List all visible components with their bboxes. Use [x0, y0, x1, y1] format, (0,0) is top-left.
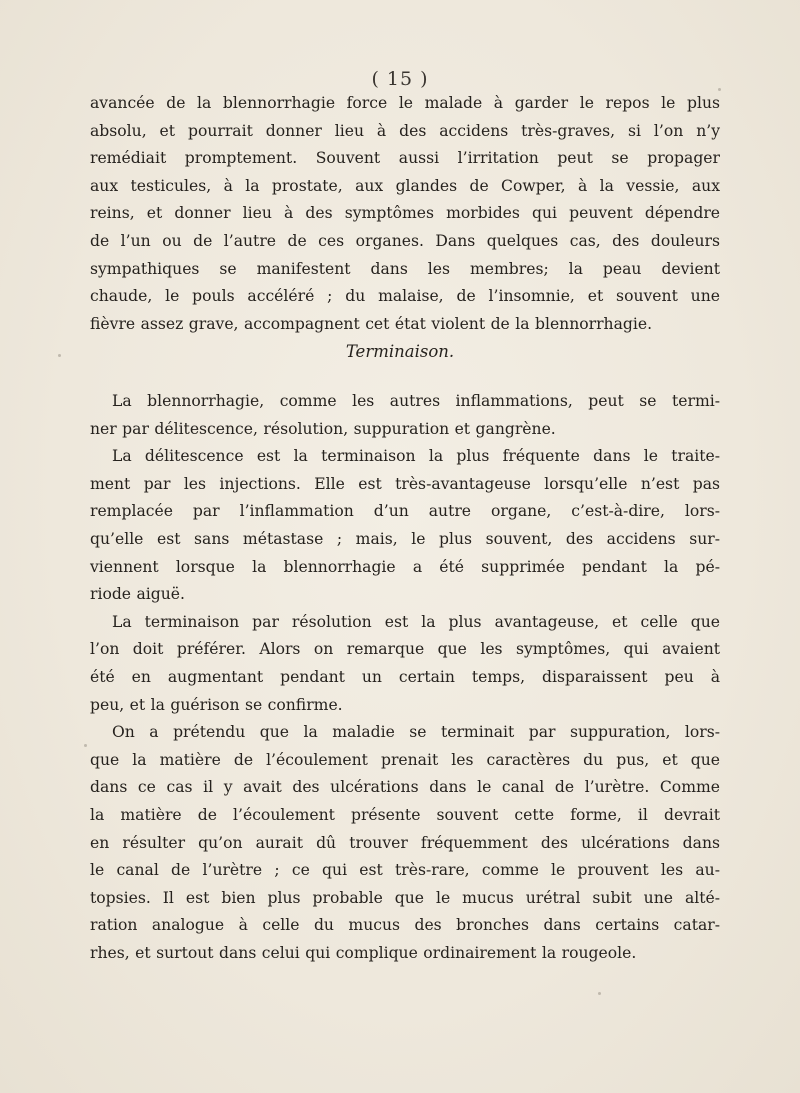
text-line: La blennorrhagie, comme les autres inflammations, peut se termi-: [112, 392, 720, 410]
text-line: de l’un ou de l’autre de ces organes. Dans quelques cas, des douleurs: [90, 231, 720, 250]
text-line: fièvre assez grave, accompagnent cet état violent de la blennorrhagie.: [90, 314, 653, 333]
text-line: chaude, le pouls accéléré ; du malaise, de l’insomnie, et souvent une: [90, 287, 720, 306]
text-line: La délitescence est la terminaison la plus fréquente dans le traite-: [112, 447, 720, 466]
paper-speck: [84, 744, 87, 747]
text-line: aux testicules, à la prostate, aux glandes de Cowper, à la vessie, aux: [90, 176, 720, 195]
section-heading: Terminaison.: [345, 342, 455, 361]
text-line: ment par les injections. Elle est très-avantageuse lorsqu’elle n’est pas: [90, 474, 720, 493]
page-number: ( 15 ): [371, 68, 429, 90]
text-line: avancée de la blennorrhagie force le malade à garder le repos le plus: [90, 94, 720, 112]
text-line: sympathiques se manifestent dans les membres; la peau devient: [90, 259, 720, 278]
text-line: remplacée par l’inflammation d’un autre organe, c’est-à-dire, lors-: [90, 502, 720, 521]
text-line: peu, et la guérison se confirme.: [90, 695, 343, 714]
text-line: la matière de l’écoulement présente souvent cette forme, il devrait: [90, 805, 720, 824]
text-line: riode aiguë.: [90, 585, 185, 604]
text-line: le canal de l’urètre ; ce qui est très-rare, comme le prouvent les au-: [90, 861, 720, 880]
text-line: ner par délitescence, résolution, suppuration et gangrène.: [90, 419, 556, 438]
text-line: viennent lorsque la blennorrhagie a été supprimée pendant la pé-: [90, 557, 720, 576]
paper-speck: [718, 88, 721, 91]
text-line: été en augmentant pendant un certain temps, disparaissent peu à: [90, 667, 720, 686]
paper-speck: [598, 992, 601, 995]
paragraph-continuation: [90, 90, 720, 338]
text-line: reins, et donner lieu à des symptômes morbides qui peuvent dépendre: [90, 204, 720, 223]
text-line: l’on doit préférer. Alors on remarque que les symptômes, qui avaient: [90, 640, 720, 659]
text-line: absolu, et pourrait donner lieu à des accidens très-graves, si l’on n’y: [90, 121, 720, 140]
paper-speck: [58, 354, 61, 357]
text-line: ration analogue à celle du mucus des bronches dans certains catar-: [90, 916, 720, 935]
section-body: [90, 388, 720, 967]
text-line: topsies. Il est bien plus probable que le mucus urétral subit une alté-: [90, 888, 720, 907]
text-line: remédiait promptement. Souvent aussi l’irritation peut se propager: [90, 149, 720, 168]
text-line: que la matière de l’écoulement prenait les caractères du pus, et que: [90, 750, 720, 769]
text-line: La terminaison par résolution est la plus avantageuse, et celle que: [112, 612, 720, 631]
text-line: en résulter qu’on aurait dû trouver fréquemment des ulcérations dans: [90, 833, 720, 852]
text-line: rhes, et surtout dans celui qui complique ordinairement la rougeole.: [90, 943, 637, 962]
text-line: On a prétendu que la maladie se terminait par suppuration, lors-: [112, 723, 720, 742]
text-line: dans ce cas il y avait des ulcérations dans le canal de l’urètre. Comme: [90, 778, 720, 797]
text-line: qu’elle est sans métastase ; mais, le plus souvent, des accidens sur-: [90, 529, 720, 548]
